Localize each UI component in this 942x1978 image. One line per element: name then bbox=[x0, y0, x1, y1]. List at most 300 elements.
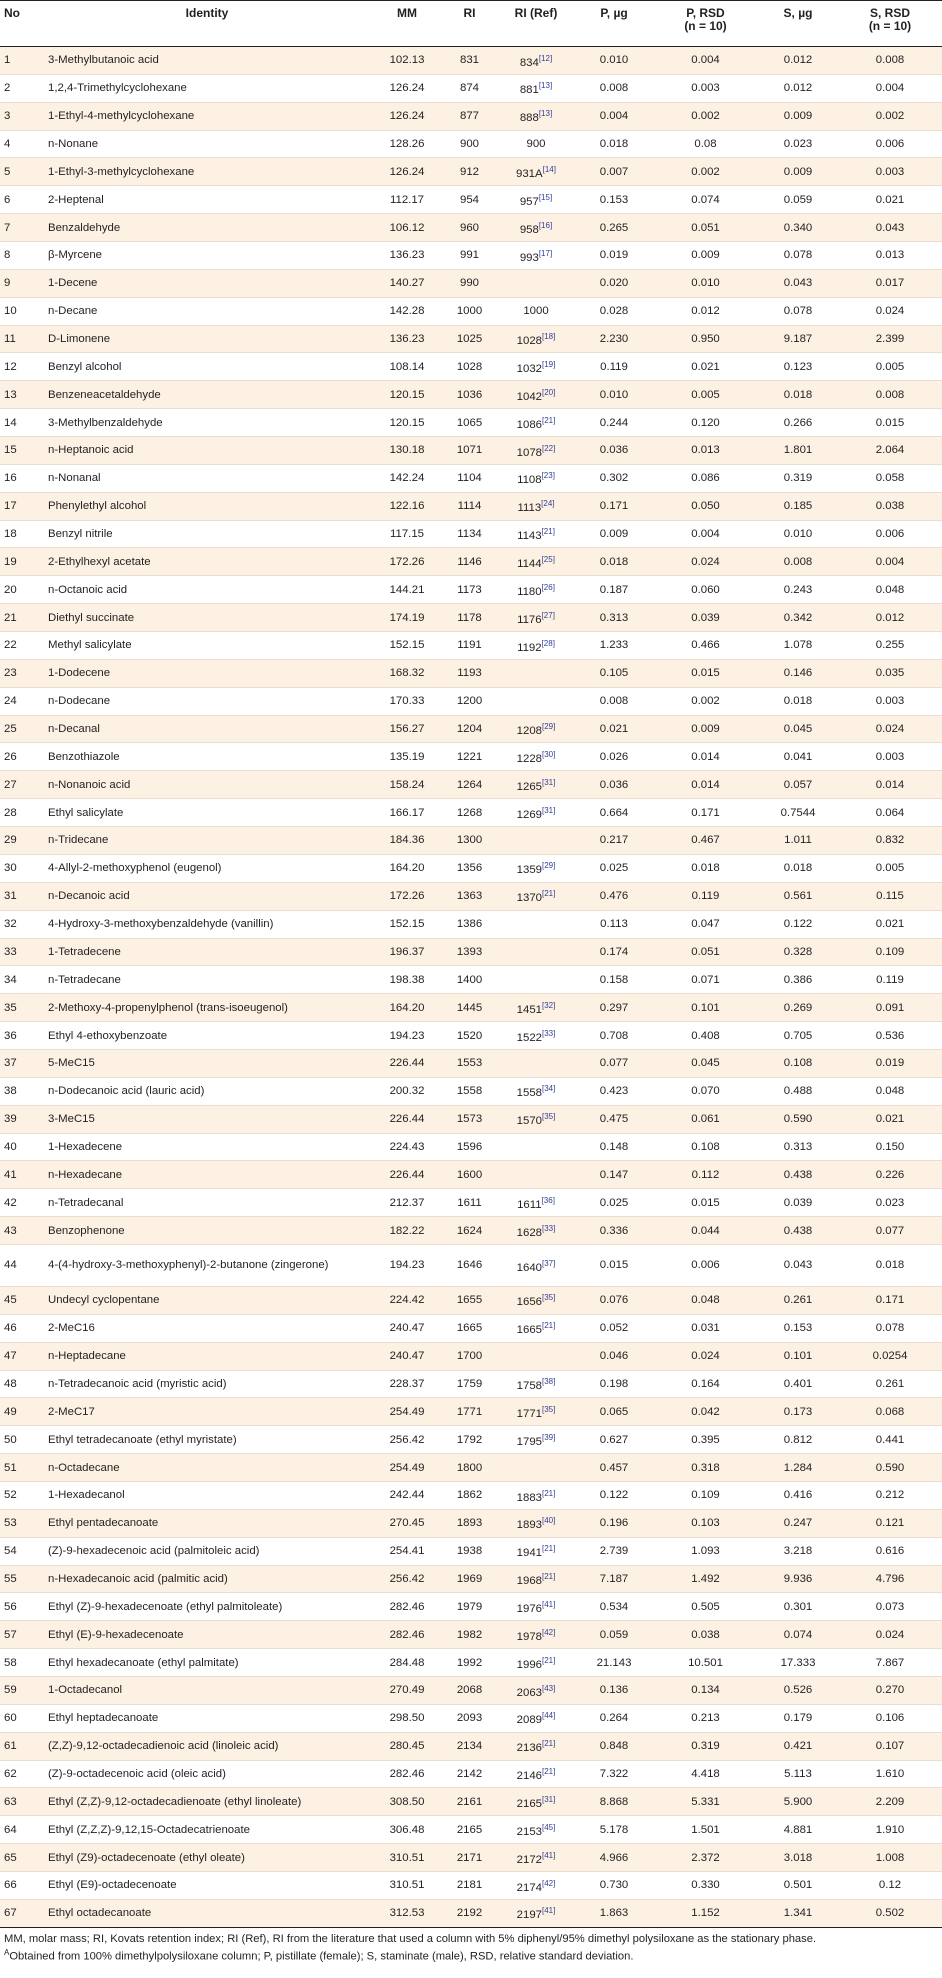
cell-no-text: 45 bbox=[4, 1294, 17, 1307]
cell-s-ug-text: 0.179 bbox=[783, 1712, 813, 1725]
citation-link[interactable]: [14] bbox=[542, 164, 556, 174]
header-mm: MM bbox=[372, 1, 442, 47]
cell-mm-text: 254.41 bbox=[389, 1545, 425, 1558]
cell-mm bbox=[372, 102, 442, 130]
cell-s-rsd bbox=[838, 1816, 942, 1844]
citation-link[interactable]: [31] bbox=[542, 805, 556, 815]
cell-p-rsd-text: 0.018 bbox=[691, 862, 720, 875]
citation-link[interactable]: [41] bbox=[542, 1850, 556, 1860]
cell-ri-ref bbox=[497, 1844, 575, 1872]
citation-link[interactable]: [21] bbox=[542, 1572, 556, 1582]
table-row bbox=[0, 353, 942, 381]
cell-s-ug-text: 0.041 bbox=[783, 750, 813, 763]
cell-s-rsd bbox=[838, 854, 942, 882]
cell-mm-text: 136.23 bbox=[389, 249, 425, 262]
cell-ri-ref-text: 2153 bbox=[516, 1825, 542, 1838]
cell-mm-text: 172.26 bbox=[389, 555, 425, 568]
citation-link[interactable]: [21] bbox=[542, 1767, 556, 1777]
cell-p-ug bbox=[575, 1899, 653, 1927]
cell-s-ug-text: 0.386 bbox=[783, 973, 813, 986]
cell-ri bbox=[442, 576, 497, 604]
cell-ri-text: 1520 bbox=[456, 1029, 483, 1042]
cell-ri-text: 1979 bbox=[456, 1600, 483, 1613]
cell-p-ug bbox=[575, 1133, 653, 1161]
citation-link[interactable]: [39] bbox=[542, 1432, 556, 1442]
citation-link[interactable]: [12] bbox=[538, 53, 553, 63]
citation-link[interactable]: [13] bbox=[538, 109, 553, 119]
cell-ri-ref-text: 1143 bbox=[517, 529, 542, 542]
cell-s-rsd-text: 0.270 bbox=[875, 1684, 905, 1697]
table-row bbox=[0, 827, 942, 855]
cell-ri-ref bbox=[497, 381, 575, 409]
cell-ri-text: 1393 bbox=[456, 945, 483, 958]
cell-ri-ref bbox=[497, 910, 575, 938]
cell-mm-text: 142.24 bbox=[389, 472, 425, 485]
cell-s-ug bbox=[758, 1649, 838, 1677]
cell-p-rsd-text: 0.108 bbox=[691, 1140, 720, 1153]
cell-mm bbox=[372, 1649, 442, 1677]
cell-mm-text: 242.44 bbox=[389, 1489, 425, 1502]
cell-p-ug bbox=[575, 994, 653, 1022]
citation-link[interactable]: [38] bbox=[542, 1377, 556, 1387]
cell-ri-ref bbox=[497, 353, 575, 381]
citation-link[interactable]: [45] bbox=[542, 1822, 556, 1832]
cell-ri-ref bbox=[497, 854, 575, 882]
cell-no bbox=[0, 102, 42, 130]
footnote-column-text: Obtained from 100% dimethylpolysiloxane column; P, pistillate (female); S, staminate (male), RSD, relative standard deviation. bbox=[9, 1950, 634, 1963]
cell-mm bbox=[372, 743, 442, 771]
cell-p-ug-text: 1.863 bbox=[599, 1907, 629, 1920]
citation-link[interactable]: [22] bbox=[542, 443, 556, 453]
cell-p-rsd bbox=[653, 827, 758, 855]
citation-link[interactable]: [24] bbox=[541, 499, 555, 509]
cell-p-rsd-text: 0.086 bbox=[691, 472, 720, 485]
cell-p-ug bbox=[575, 854, 653, 882]
header-identity: Identity bbox=[42, 1, 372, 47]
cell-s-rsd-text: 0.078 bbox=[875, 1322, 905, 1335]
cell-ri-ref-text: 1451 bbox=[516, 1003, 542, 1016]
cell-no-text: 20 bbox=[4, 583, 17, 596]
cell-p-ug-text: 0.336 bbox=[599, 1224, 629, 1237]
cell-ri bbox=[442, 882, 497, 910]
table-row bbox=[0, 1189, 942, 1217]
cell-mm-text: 172.26 bbox=[389, 890, 425, 903]
citation-link[interactable]: [41] bbox=[542, 1906, 556, 1916]
cell-s-ug bbox=[758, 381, 838, 409]
cell-p-rsd-text: 0.395 bbox=[691, 1433, 720, 1446]
cell-s-ug bbox=[758, 1426, 838, 1454]
cell-ri bbox=[442, 242, 497, 270]
cell-mm bbox=[372, 1872, 442, 1900]
cell-ri bbox=[442, 1732, 497, 1760]
table-row bbox=[0, 297, 942, 325]
cell-mm bbox=[372, 632, 442, 660]
cell-ri bbox=[442, 1565, 497, 1593]
cell-identity-text: (Z)-9-octadecenoic acid (oleic acid) bbox=[48, 1767, 226, 1780]
cell-ri-text: 1221 bbox=[456, 750, 483, 763]
cell-p-rsd bbox=[653, 1676, 758, 1704]
citation-link[interactable]: [44] bbox=[542, 1711, 556, 1721]
cell-ri-ref bbox=[497, 409, 575, 437]
cell-s-ug bbox=[758, 659, 838, 687]
cell-s-rsd-text: 0.616 bbox=[875, 1545, 905, 1558]
cell-mm-text: 142.28 bbox=[389, 305, 425, 318]
cell-s-rsd-text: 0.021 bbox=[875, 918, 905, 931]
cell-identity bbox=[42, 659, 372, 687]
cell-identity bbox=[42, 102, 372, 130]
cell-identity-text: (Z,Z)-9,12-octadecadienoic acid (linoleic acid) bbox=[48, 1740, 279, 1753]
cell-identity-text: Ethyl pentadecanoate bbox=[48, 1517, 159, 1530]
cell-s-rsd bbox=[838, 1049, 942, 1077]
cell-s-ug-text: 9.187 bbox=[783, 333, 813, 346]
cell-no bbox=[0, 1649, 42, 1677]
table-row bbox=[0, 492, 942, 520]
cell-no bbox=[0, 464, 42, 492]
citation-link[interactable]: [25] bbox=[541, 555, 555, 564]
cell-no bbox=[0, 771, 42, 799]
cell-mm-text: 166.17 bbox=[389, 806, 425, 819]
cell-identity-text: n-Hexadecane bbox=[48, 1168, 123, 1181]
cell-no bbox=[0, 604, 42, 632]
cell-s-ug-text: 0.009 bbox=[783, 110, 813, 123]
cell-p-ug bbox=[575, 1565, 653, 1593]
citation-link[interactable]: [40] bbox=[542, 1516, 556, 1526]
cell-p-ug-text: 0.196 bbox=[599, 1517, 629, 1530]
cell-no-text: 60 bbox=[4, 1712, 17, 1725]
citation-link[interactable]: [41] bbox=[542, 1599, 556, 1609]
citation-link[interactable]: [27] bbox=[541, 610, 555, 620]
citation-link[interactable]: [31] bbox=[542, 1794, 556, 1804]
cell-s-rsd bbox=[838, 74, 942, 102]
cell-identity bbox=[42, 743, 372, 771]
cell-p-rsd bbox=[653, 1621, 758, 1649]
cell-p-ug bbox=[575, 1649, 653, 1677]
cell-ri-ref-text: 958 bbox=[519, 223, 539, 236]
citation-link[interactable]: [18] bbox=[542, 332, 556, 342]
cell-ri bbox=[442, 1161, 497, 1189]
table-row bbox=[0, 409, 942, 437]
cell-ri-ref bbox=[497, 1217, 575, 1245]
cell-ri-ref-text: 1941 bbox=[516, 1547, 542, 1560]
cell-s-ug-text: 0.421 bbox=[783, 1740, 813, 1753]
cell-mm bbox=[372, 1077, 442, 1105]
cell-ri-text: 1771 bbox=[456, 1405, 483, 1418]
cell-ri-text: 954 bbox=[459, 193, 479, 206]
table-row bbox=[0, 966, 942, 994]
cell-identity-text: n-Dodecane bbox=[48, 695, 111, 708]
citation-link[interactable]: [21] bbox=[542, 415, 556, 425]
cell-p-rsd bbox=[653, 1133, 758, 1161]
cell-no-text: 18 bbox=[4, 528, 17, 541]
cell-p-ug-text: 0.147 bbox=[599, 1168, 629, 1181]
citation-link[interactable]: [26] bbox=[541, 582, 555, 592]
cell-s-rsd bbox=[838, 297, 942, 325]
cell-p-rsd bbox=[653, 186, 758, 214]
citation-link[interactable]: [19] bbox=[542, 359, 556, 369]
cell-ri-text: 1356 bbox=[456, 862, 483, 875]
cell-s-ug-text: 0.590 bbox=[783, 1113, 813, 1126]
cell-s-rsd bbox=[838, 242, 942, 270]
cell-p-rsd-text: 1.093 bbox=[691, 1545, 720, 1558]
cell-ri-ref-text: 1640 bbox=[516, 1261, 542, 1274]
cell-no-text: 54 bbox=[4, 1545, 17, 1558]
cell-ri-text: 1893 bbox=[456, 1517, 483, 1530]
cell-p-ug-text: 0.036 bbox=[599, 444, 629, 457]
cell-s-rsd bbox=[838, 910, 942, 938]
cell-identity-text: 1-Decene bbox=[48, 277, 98, 290]
cell-p-ug bbox=[575, 1189, 653, 1217]
cell-mm-text: 240.47 bbox=[389, 1350, 425, 1363]
cell-ri-text: 912 bbox=[459, 165, 479, 178]
citation-link[interactable]: [21] bbox=[542, 889, 556, 899]
cell-no-text: 7 bbox=[4, 221, 11, 234]
cell-ri-ref bbox=[497, 771, 575, 799]
citation-link[interactable]: [16] bbox=[538, 220, 553, 230]
cell-mm bbox=[372, 715, 442, 743]
cell-s-rsd bbox=[838, 1565, 942, 1593]
cell-s-ug-text: 0.812 bbox=[783, 1433, 813, 1446]
citation-link[interactable]: [21] bbox=[542, 1321, 556, 1331]
cell-ri-ref-text: 1078 bbox=[516, 446, 542, 459]
cell-p-ug-text: 0.105 bbox=[599, 667, 629, 680]
cell-no-text: 59 bbox=[4, 1684, 17, 1697]
cell-s-ug bbox=[758, 966, 838, 994]
cell-no bbox=[0, 1049, 42, 1077]
cell-ri-text: 2192 bbox=[456, 1907, 483, 1920]
cell-p-ug bbox=[575, 1760, 653, 1788]
cell-no-text: 1 bbox=[4, 54, 11, 67]
cell-ri-ref bbox=[497, 576, 575, 604]
cell-no bbox=[0, 186, 42, 214]
citation-link[interactable]: [21] bbox=[542, 1655, 556, 1665]
cell-no bbox=[0, 353, 42, 381]
cell-identity bbox=[42, 632, 372, 660]
cell-p-ug-text: 0.457 bbox=[599, 1461, 629, 1474]
cell-no bbox=[0, 1872, 42, 1900]
cell-p-ug bbox=[575, 130, 653, 158]
cell-s-rsd bbox=[838, 214, 942, 242]
cell-s-ug bbox=[758, 1370, 838, 1398]
citation-link[interactable]: [29] bbox=[542, 861, 556, 871]
cell-s-rsd bbox=[838, 576, 942, 604]
cell-s-rsd-text: 0.018 bbox=[875, 1259, 905, 1272]
cell-mm-text: 144.21 bbox=[389, 583, 425, 596]
cell-s-ug-text: 1.801 bbox=[783, 444, 813, 457]
cell-p-rsd-text: 0.134 bbox=[691, 1684, 720, 1697]
citation-link[interactable]: [30] bbox=[542, 750, 556, 760]
citation-link[interactable]: [43] bbox=[542, 1683, 556, 1693]
citation-link[interactable]: [13] bbox=[538, 81, 553, 91]
cell-ri-ref-text: 1032 bbox=[516, 362, 542, 375]
cell-s-rsd-text: 0.502 bbox=[875, 1907, 905, 1920]
cell-mm-text: 254.49 bbox=[389, 1405, 425, 1418]
cell-p-ug-text: 0.708 bbox=[599, 1029, 629, 1042]
cell-ri-ref bbox=[497, 1621, 575, 1649]
cell-s-rsd bbox=[838, 47, 942, 75]
cell-p-ug bbox=[575, 492, 653, 520]
cell-s-rsd bbox=[838, 464, 942, 492]
cell-ri-ref-text: 1180 bbox=[517, 585, 542, 598]
cell-s-rsd-text: 0.008 bbox=[875, 54, 905, 67]
cell-identity bbox=[42, 269, 372, 297]
citation-link[interactable]: [17] bbox=[538, 248, 553, 258]
cell-s-rsd bbox=[838, 1342, 942, 1370]
cell-p-rsd-text: 0.08 bbox=[694, 138, 717, 150]
cell-s-rsd bbox=[838, 1022, 942, 1050]
table-row bbox=[0, 102, 942, 130]
citation-link[interactable]: [21] bbox=[542, 1488, 556, 1498]
cell-ri bbox=[442, 827, 497, 855]
cell-p-rsd-text: 0.051 bbox=[691, 221, 720, 234]
cell-p-ug-text: 2.230 bbox=[599, 333, 629, 346]
citation-link[interactable]: [34] bbox=[542, 1084, 556, 1094]
cell-ri bbox=[442, 1244, 497, 1286]
table-row bbox=[0, 687, 942, 715]
cell-ri-ref-text: 1208 bbox=[516, 724, 542, 737]
cell-ri-ref bbox=[497, 102, 575, 130]
table-row bbox=[0, 1537, 942, 1565]
citation-link[interactable]: [28] bbox=[541, 638, 555, 648]
cell-ri-ref-text: 2165 bbox=[516, 1797, 542, 1810]
cell-ri-ref bbox=[497, 1732, 575, 1760]
cell-mm bbox=[372, 47, 442, 75]
table-row bbox=[0, 1816, 942, 1844]
cell-s-ug-text: 3.018 bbox=[783, 1851, 813, 1864]
citation-link[interactable]: [21] bbox=[541, 527, 555, 537]
cell-identity-text: 5-MeC15 bbox=[48, 1057, 95, 1070]
cell-ri-text: 1969 bbox=[456, 1572, 483, 1585]
cell-p-ug bbox=[575, 158, 653, 186]
citation-link[interactable]: [20] bbox=[542, 387, 556, 397]
cell-p-ug-text: 21.143 bbox=[596, 1656, 632, 1669]
cell-s-rsd-text: 0.021 bbox=[875, 1113, 905, 1126]
cell-identity-text: 2-MeC16 bbox=[48, 1322, 95, 1335]
cell-s-rsd bbox=[838, 158, 942, 186]
cell-p-rsd bbox=[653, 1844, 758, 1872]
cell-identity bbox=[42, 130, 372, 158]
cell-p-rsd-text: 2.372 bbox=[691, 1851, 720, 1864]
citation-link[interactable]: [29] bbox=[542, 722, 556, 732]
cell-ri-ref bbox=[497, 1049, 575, 1077]
table-row bbox=[0, 1077, 942, 1105]
cell-mm-text: 117.15 bbox=[390, 528, 424, 541]
cell-ri-ref bbox=[497, 1077, 575, 1105]
citation-link[interactable]: [35] bbox=[542, 1404, 556, 1414]
citation-link[interactable]: [42] bbox=[542, 1627, 556, 1637]
cell-p-rsd-text: 1.492 bbox=[691, 1572, 720, 1585]
citation-link[interactable]: [23] bbox=[541, 471, 555, 481]
cell-p-rsd-text: 0.042 bbox=[691, 1405, 720, 1418]
cell-mm bbox=[372, 938, 442, 966]
cell-ri-ref bbox=[497, 632, 575, 660]
cell-s-ug-text: 5.900 bbox=[783, 1795, 813, 1808]
citation-link[interactable]: [15] bbox=[538, 192, 553, 202]
cell-p-rsd-text: 0.505 bbox=[691, 1600, 720, 1613]
cell-p-ug-text: 0.627 bbox=[599, 1433, 629, 1446]
cell-no-text: 63 bbox=[4, 1795, 17, 1808]
cell-p-rsd bbox=[653, 1244, 758, 1286]
citation-link[interactable]: [36] bbox=[541, 1195, 555, 1205]
cell-ri bbox=[442, 297, 497, 325]
cell-s-rsd-text: 0.150 bbox=[875, 1140, 905, 1153]
cell-p-rsd-text: 0.112 bbox=[691, 1168, 720, 1181]
citation-link[interactable]: [35] bbox=[542, 1112, 556, 1122]
cell-p-ug bbox=[575, 1105, 653, 1133]
cell-s-ug-text: 0.153 bbox=[783, 1322, 813, 1335]
cell-ri-text: 1700 bbox=[456, 1350, 483, 1363]
cell-ri-ref bbox=[497, 130, 575, 158]
cell-p-rsd bbox=[653, 297, 758, 325]
cell-s-ug-text: 0.438 bbox=[783, 1168, 813, 1181]
cell-s-ug bbox=[758, 1565, 838, 1593]
cell-s-ug bbox=[758, 1189, 838, 1217]
citation-link[interactable]: [35] bbox=[542, 1293, 556, 1303]
cell-identity bbox=[42, 882, 372, 910]
cell-ri-text: 2165 bbox=[456, 1823, 483, 1836]
table-row bbox=[0, 632, 942, 660]
citation-link[interactable]: [21] bbox=[542, 1544, 556, 1554]
cell-ri-ref-text: 1795 bbox=[516, 1435, 542, 1448]
cell-no bbox=[0, 409, 42, 437]
cell-ri-ref bbox=[497, 1481, 575, 1509]
cell-p-ug-text: 0.010 bbox=[599, 54, 629, 67]
cell-mm-text: 306.48 bbox=[389, 1823, 425, 1836]
cell-s-ug bbox=[758, 464, 838, 492]
citation-link[interactable]: [31] bbox=[542, 777, 556, 787]
table-row bbox=[0, 771, 942, 799]
citation-link[interactable]: [21] bbox=[542, 1739, 556, 1749]
citation-link[interactable]: [33] bbox=[542, 1223, 556, 1233]
cell-identity bbox=[42, 1676, 372, 1704]
cell-s-rsd-text: 1.610 bbox=[875, 1767, 905, 1780]
citation-link[interactable]: [33] bbox=[542, 1028, 556, 1038]
cell-mm-text: 122.16 bbox=[389, 500, 425, 513]
table-row bbox=[0, 604, 942, 632]
table-row bbox=[0, 1872, 942, 1900]
citation-link[interactable]: [32] bbox=[542, 1000, 556, 1010]
cell-p-rsd bbox=[653, 1899, 758, 1927]
cell-ri bbox=[442, 966, 497, 994]
cell-ri bbox=[442, 1788, 497, 1816]
cell-no bbox=[0, 966, 42, 994]
cell-identity bbox=[42, 297, 372, 325]
cell-ri-ref-text: 2174 bbox=[516, 1881, 542, 1894]
cell-mm bbox=[372, 882, 442, 910]
cell-p-ug-text: 0.136 bbox=[599, 1684, 629, 1697]
cell-identity bbox=[42, 1314, 372, 1342]
cell-no bbox=[0, 1217, 42, 1245]
cell-ri-text: 1596 bbox=[456, 1140, 483, 1153]
citation-link[interactable]: [42] bbox=[542, 1878, 556, 1888]
cell-s-ug bbox=[758, 1244, 838, 1286]
cell-mm-text: 126.24 bbox=[389, 82, 425, 95]
cell-p-rsd-text: 0.466 bbox=[691, 639, 720, 652]
cell-no bbox=[0, 1676, 42, 1704]
cell-mm bbox=[372, 1844, 442, 1872]
cell-ri bbox=[442, 771, 497, 799]
citation-link[interactable]: [37] bbox=[542, 1258, 556, 1268]
cell-no bbox=[0, 743, 42, 771]
cell-p-rsd-text: 0.171 bbox=[691, 806, 720, 819]
cell-identity bbox=[42, 1217, 372, 1245]
table-row bbox=[0, 1704, 942, 1732]
cell-ri-ref-text: 1968 bbox=[516, 1574, 542, 1587]
cell-ri bbox=[442, 1133, 497, 1161]
cell-no-text: 28 bbox=[4, 806, 17, 819]
cell-p-ug bbox=[575, 1161, 653, 1189]
cell-ri-ref bbox=[497, 214, 575, 242]
cell-no-text: 9 bbox=[4, 277, 11, 290]
